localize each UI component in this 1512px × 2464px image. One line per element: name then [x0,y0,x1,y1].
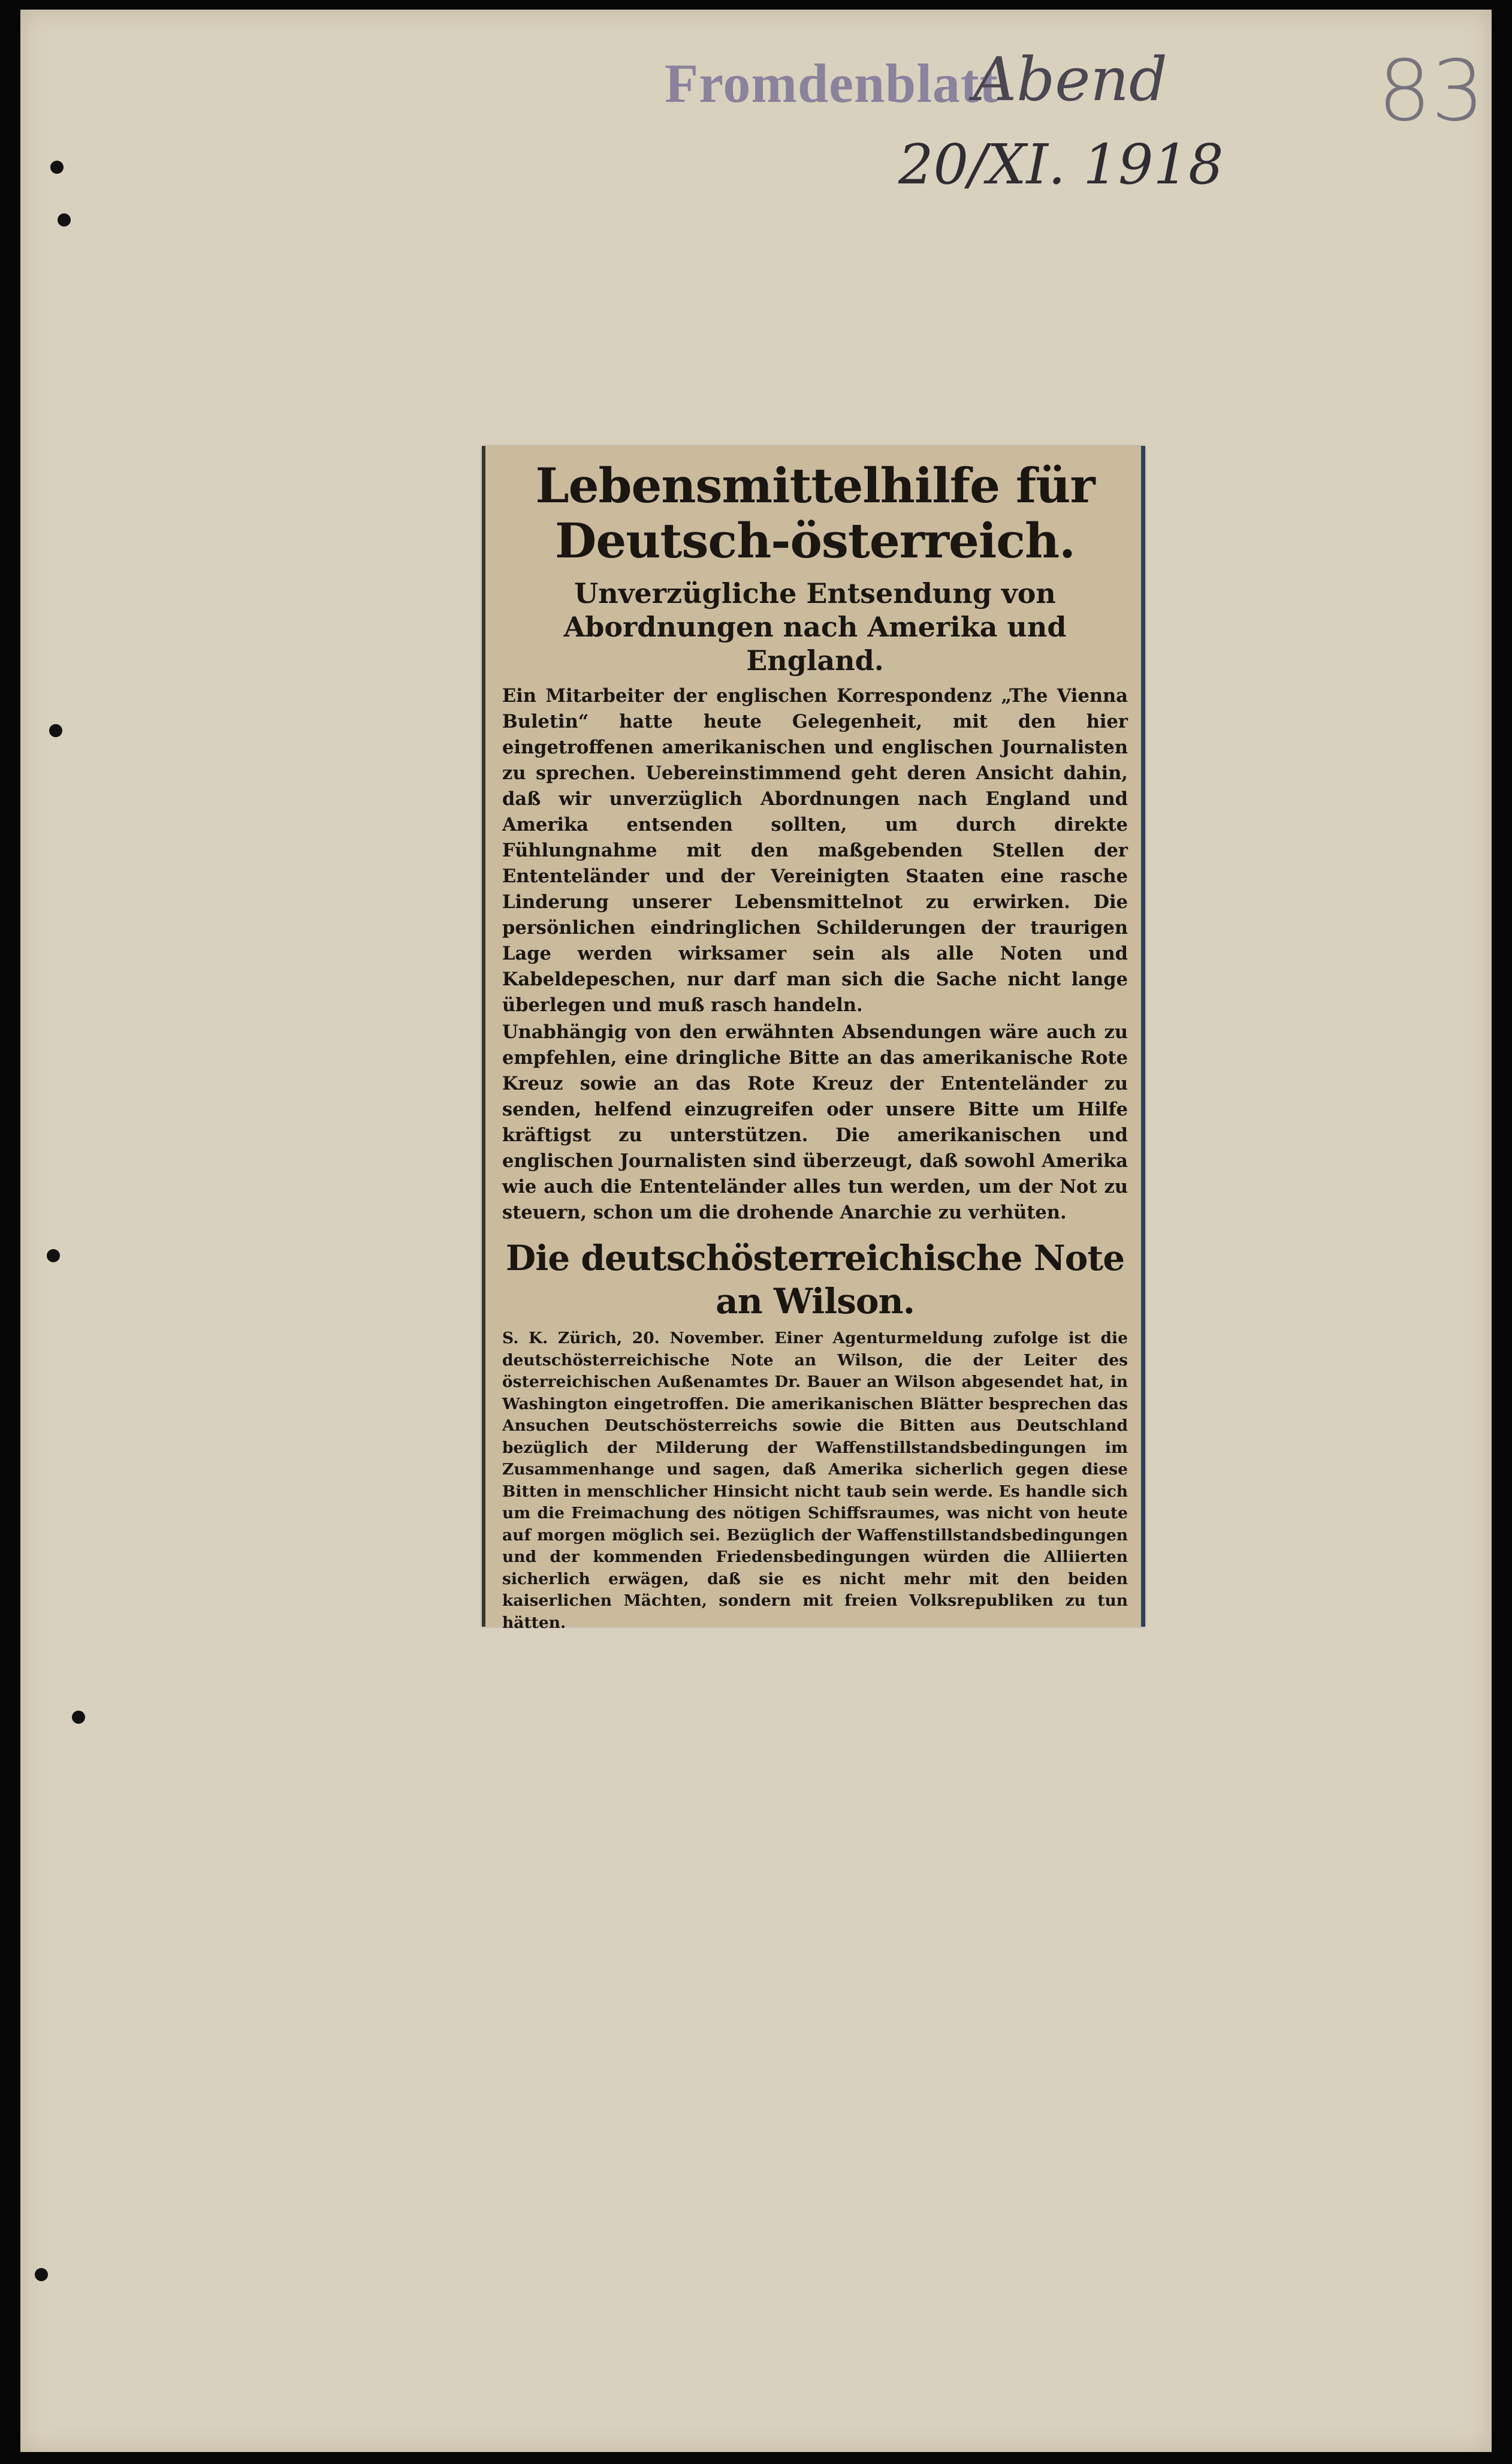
handwritten-edition-note: Abend [973,44,1167,114]
archive-sheet [20,10,1492,2452]
punch-hole-icon [50,161,64,174]
newspaper-stamp: Fromdenblatt [665,53,999,114]
article-subheadline: Unverzügliche Entsendung von Abordnungen nach Amerika und England. [563,577,1067,677]
page-number: 83 [1378,43,1485,140]
article-paragraph-1: Ein Mitarbeiter der englischen Korrespondenz „The Vienna Buletin“ hatte heute Gelegenheit, mit den hier eingetroffenen amerikanischen und englischen Journalisten zu sprechen. Uebereinstimmend geht deren Ansicht dahin, daß wir unverzüglich Abordnungen nach England und Amerika entsenden sollten, um durch direkte Fühlungnahme mit den maßgebenden Stellen der Ententeländer und der Vereinigten Staaten eine rasche Linderung unserer Lebensmittelnot zu erwirken. Die persönlichen eindringlichen Schilderungen der traurigen Lage werden wirksamer sein als alle Noten und Kabeldepeschen, nur darf man sich die Sache nicht lange überlegen und muß rasch handeln. [502,685,1128,1016]
punch-hole-icon [35,2268,48,2281]
section-paragraph: S. K. Zürich, 20. November. Einer Agenturmeldung zufolge ist die deutschösterreichische Note an Wilson, die der Leiter des österreichischen Außenamtes Dr. Bauer an Wilson abgesendet hat, in Washington eingetroffen. Die amerikanischen Blätter besprechen das Ansuchen Deutschösterreichs sowie die Bitten aus Deutschland bezüglich der Milderung der Waffenstillstandsbedingungen im Zusammenhange und sagen, daß Amerika sicherlich gegen diese Bitten in menschlicher Hinsicht nicht taub sein werde. Es handle sich um die Freimachung des nötigen Schiffsraumes, was nicht von heute auf morgen möglich sei. Bezüglich der Waffenstillstandsbedingungen und der kommenden Friedensbedingungen würden die Alliierten sicherlich erwägen, daß sie es nicht mehr mit den beiden kaiserlichen Mächten, sondern mit freien Volksrepubliken zu tun hätten. [502,1329,1128,1632]
punch-hole-icon [47,1249,60,1262]
handwritten-date: 20/XI. 1918 [898,132,1224,197]
newspaper-clipping [482,446,1145,1632]
punch-hole-icon [72,1711,85,1724]
article-headline: Lebensmittelhilfe für Deutsch-österreich. [535,457,1095,569]
punch-hole-icon [58,213,71,227]
section-headline: Die deutschösterreichische Note an Wilson. [505,1238,1125,1322]
article-paragraph-2: Unabhängig von den erwähnten Absendungen wäre auch zu empfehlen, eine dringliche Bitte an das amerikanische Rote Kreuz sowie an das Rote Kreuz der Ententeländer zu senden, helfend einzugreifen oder unsere Bitte um Hilfe kräftigst zu unterstützen. Die amerikanischen und englischen Journalisten sind überzeugt, daß sowohl Amerika wie auch die Ententeländer alles tun werden, um der Not zu steuern, schon um die drohende Anarchie zu verhüten. [502,1021,1128,1223]
punch-hole-icon [49,724,62,737]
